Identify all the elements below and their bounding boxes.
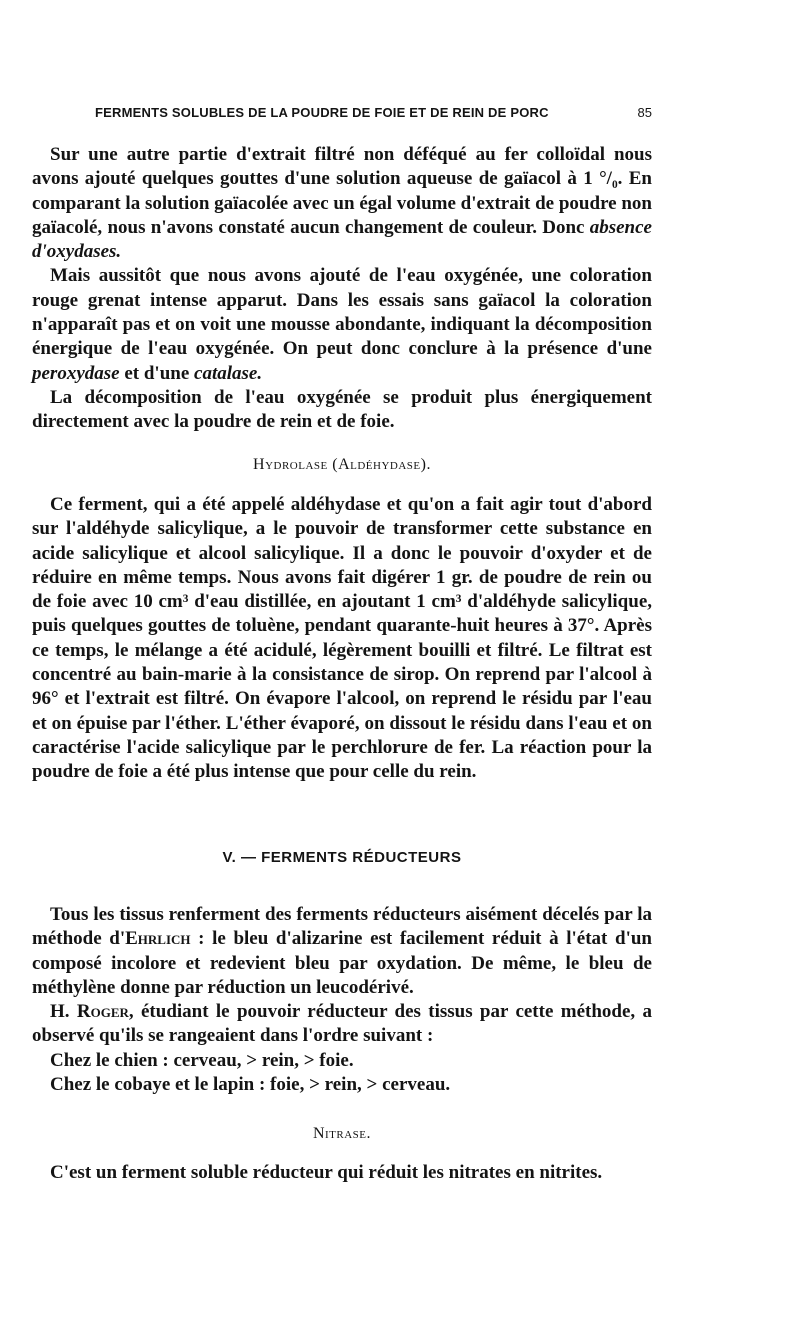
section-hydrolase — [32, 493, 652, 785]
emphasis: absence d'oxydases. — [32, 216, 652, 263]
page-number: 85 — [637, 105, 652, 120]
paragraph: Ce ferment, qui a été appelé aldéhydase et qu'on a fait agir tout d'abord sur l'aldéhyde salicylique, a le pouvoir de transformer cette substance en acide salicylique et alcool salicylique. Il a donc le pouvoir d'oxyder et de réduire en même temps. Nous avons fait digérer 1 gr. de poudre de rein ou de foie avec 10 cm³ d'eau distillée, en ajoutant 1 cm³ d'aldéhyde salicylique, puis quelques gouttes de toluène, pendant quarante-huit heures à 37°. Après ce temps, le mélange a été acidulé, légèrement bouilli et filtré. Le filtrat est concentré au bain-marie à la consistance de sirop. On reprend par l'alcool à 96° et l'extrait est filtré. On évapore l'alcool, on reprend le résidu par l'eau et on épuise par l'éther. L'éther évaporé, on dissout le résidu dans l'eau et on caractérise l'acide salicylique par le perchlorure de fer. La réaction pour la poudre de foie a été plus intense que pour celle du rein. — [32, 494, 652, 783]
author-name: Roger — [76, 1001, 129, 1023]
section-heading-hydrolase: Hydrolase (Aldéhydase). — [253, 456, 431, 473]
section-reducteurs — [32, 903, 652, 1097]
author-name: Ehrlich — [125, 928, 191, 950]
paragraph: Mais aussitôt que nous avons ajouté de l'eau oxygénée, une coloration rouge grenat intense apparut. Dans les essais sans gaïacol la coloration n'apparaît pas et on voit une mousse abondante, indiquant la décomposition énergique de l'eau oxygénée. On peut donc conclure à la présence d'une peroxydase et d'une catalase. — [32, 265, 652, 384]
running-title: FERMENTS SOLUBLES DE LA POUDRE DE FOIE ET DE REIN DE PORC — [95, 105, 549, 120]
list-line: Chez le chien : cerveau, > rein, > foie. — [50, 1049, 354, 1071]
paragraph: La décomposition de l'eau oxygénée se produit plus énergiquement directement avec la poudre de rein et de foie. — [32, 386, 652, 433]
list-line: Chez le cobaye et le lapin : foie, > rein, > cerveau. — [50, 1074, 451, 1096]
paragraph: Tous les tissus renferment des ferments réducteurs aisément décelés par la méthode d'Ehrlich : le bleu d'alizarine est facilement réduit à l'état d'un composé incolore et redevient bleu par oxydation. De même, le bleu de méthylène donne par réduction un leucodérivé. — [32, 904, 652, 998]
paragraph: H. Roger, étudiant le pouvoir réducteur des tissus par cette méthode, a observé qu'ils se rangeaient dans l'ordre suivant : — [32, 1001, 652, 1047]
section-nitrase — [32, 1161, 652, 1185]
section-heading-nitrase: Nitrase. — [312, 1125, 372, 1142]
paragraph: C'est un ferment soluble réducteur qui réduit les nitrates en nitrites. — [50, 1162, 603, 1183]
paragraph: Sur une autre partie d'extrait filtré non déféqué au fer colloïdal nous avons ajouté quelques gouttes d'une solution aqueuse de gaïacol à 1 °/₀. En comparant la solution gaïacolée avec un égal volume d'extrait de poudre non gaïacolé, nous n'avons constaté aucun changement de couleur. Donc absence d'oxydases. — [32, 144, 652, 263]
chapter-heading-reducteurs: V. — FERMENTS RÉDUCTEURS — [222, 849, 462, 866]
emphasis: catalase. — [194, 362, 263, 384]
emphasis: peroxydase — [32, 362, 120, 384]
section-oxydases — [32, 143, 652, 435]
